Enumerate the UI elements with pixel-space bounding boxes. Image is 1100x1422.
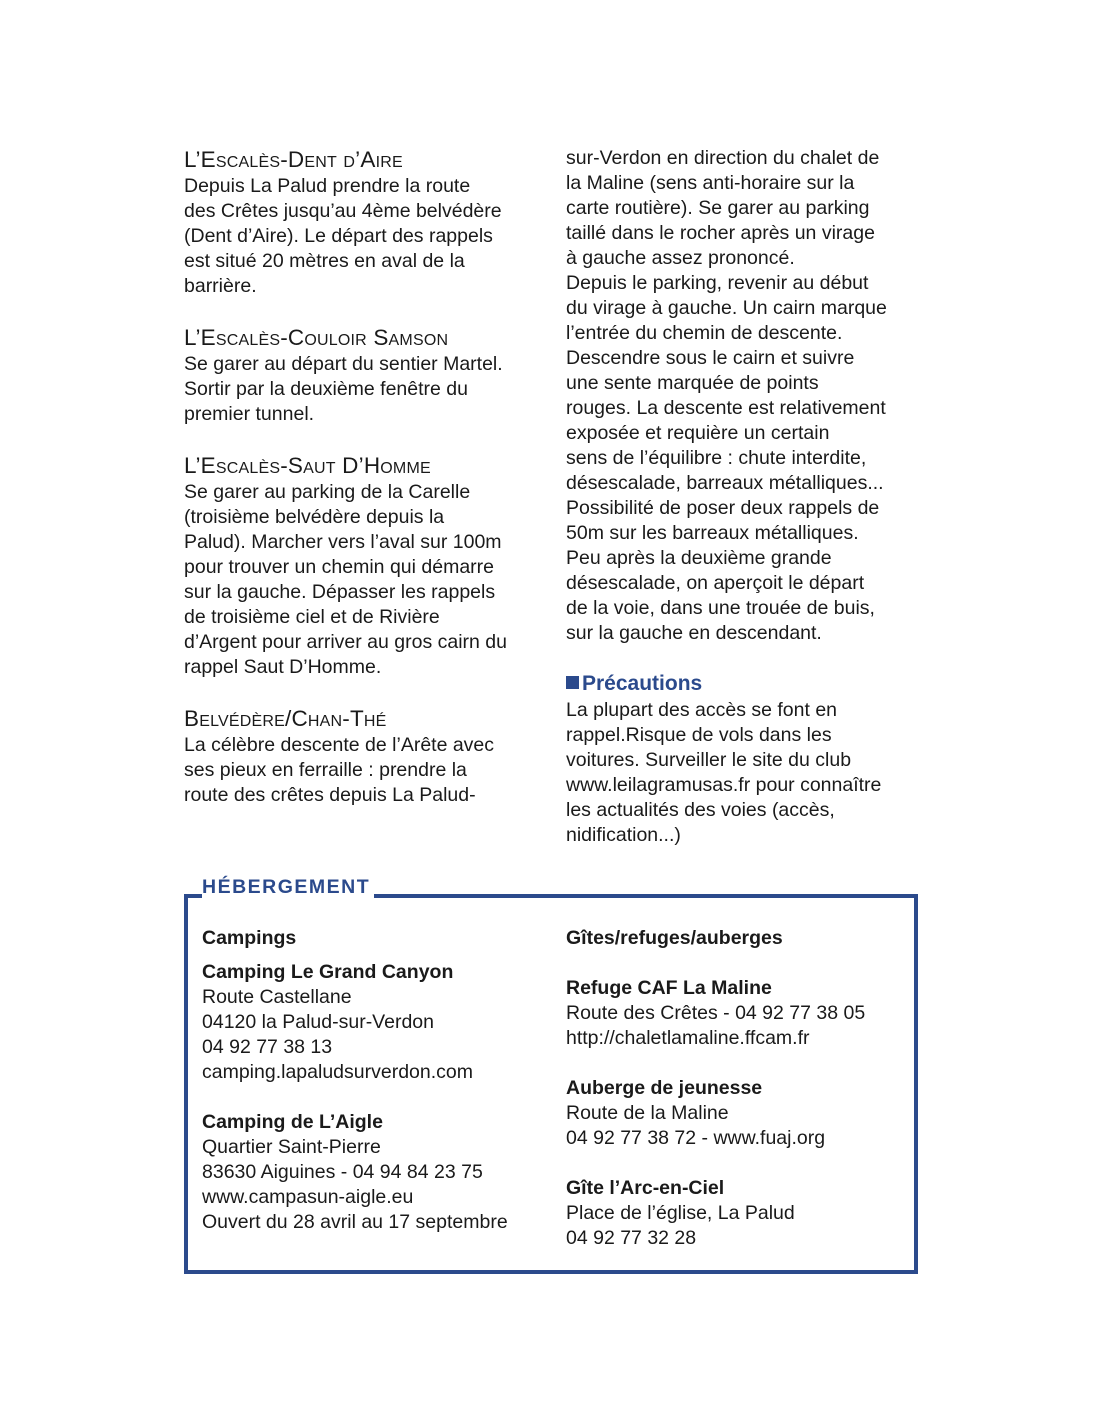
text-line: nidification...) <box>566 824 681 846</box>
section-body <box>184 733 534 808</box>
text-line: carte routière). Se garer au parking <box>566 197 870 219</box>
precautions-heading <box>566 670 916 698</box>
text-line: La célèbre descente de l’Arête avec <box>184 734 495 756</box>
text-line: à gauche assez prononcé. <box>566 247 795 269</box>
text-line: les actualités des voies (accès, <box>566 799 835 821</box>
section-body <box>184 352 534 427</box>
text-line: 83630 Aiguines - 04 94 84 23 75 <box>202 1161 483 1183</box>
text-line: La plupart des accès se font en <box>566 699 838 721</box>
text-line: premier tunnel. <box>184 403 315 425</box>
text-line: Sortir par la deuxième fenêtre du <box>184 378 468 400</box>
text-line: Route de la Maline <box>566 1102 729 1124</box>
gite-name: Gîte l’Arc-en-Ciel <box>566 1177 725 1199</box>
camping-name: Camping de L’Aigle <box>202 1111 383 1133</box>
text-line: une sente marquée de points <box>566 372 819 394</box>
text-line: est situé 20 mètres en aval de la <box>184 250 465 272</box>
left-column <box>184 146 534 833</box>
text-line: Peu après la deuxième grande <box>566 547 832 569</box>
website-text: www.campasun-aigle.eu <box>202 1186 414 1208</box>
text-line: Quartier Saint-Pierre <box>202 1136 381 1158</box>
text-line: Place de l’église, La Palud <box>566 1202 795 1224</box>
text-line: 04120 la Palud-sur-Verdon <box>202 1011 434 1033</box>
text-line: rouges. La descente est relativement <box>566 397 886 419</box>
section-title: L’Escalès-Couloir Samson <box>184 325 449 350</box>
text-line: 04 92 77 38 72 - www.fuaj.org <box>566 1127 826 1149</box>
text-line: exposée et requière un certain <box>566 422 830 444</box>
text-line: Descendre sous le cairn et suivre <box>566 347 855 369</box>
text-line: du virage à gauche. Un cairn marque <box>566 297 887 319</box>
text-line: désescalade, barreaux métalliques... <box>566 472 884 494</box>
square-bullet-icon <box>566 676 579 689</box>
section-dent-aire <box>184 146 534 299</box>
precautions-title: Précautions <box>582 672 703 695</box>
text-line: (troisième belvédère depuis la <box>184 506 445 528</box>
text-line: sens de l’équilibre : chute interdite, <box>566 447 867 469</box>
text-line: rappel Saut D’Homme. <box>184 656 382 678</box>
text-line: de la voie, dans une trouée de buis, <box>566 597 875 619</box>
text-line: taillé dans le rocher après un virage <box>566 222 875 244</box>
text-line: la Maline (sens anti-horaire sur la <box>566 172 855 194</box>
gite-name: Auberge de jeunesse <box>566 1077 763 1099</box>
camping-name: Camping Le Grand Canyon <box>202 961 454 983</box>
text-line: (Dent d’Aire). Le départ des rappels <box>184 225 493 247</box>
text-line: Depuis le parking, revenir au début <box>566 272 869 294</box>
text-line: d’Argent pour arriver au gros cairn du <box>184 631 507 653</box>
campings-column <box>202 926 552 1235</box>
text-line: route des crêtes depuis La Palud- <box>184 784 476 806</box>
text-line: Route des Crêtes - 04 92 77 38 05 <box>566 1002 866 1024</box>
right-column <box>566 146 916 848</box>
text-line: Se garer au parking de la Carelle <box>184 481 471 503</box>
text-line: rappel.Risque de vols dans les <box>566 724 832 746</box>
text-line: voitures. Surveiller le site du club <box>566 749 852 771</box>
section-body <box>184 174 534 299</box>
text-line: sur la gauche en descendant. <box>566 622 822 644</box>
phone-number: 04 92 77 38 13 <box>202 1036 333 1058</box>
text-line: Possibilité de poser deux rappels de <box>566 497 880 519</box>
continued-text <box>566 146 916 646</box>
text-line: www.leilagramusas.fr pour connaître <box>566 774 882 796</box>
text-line: sur-Verdon en direction du chalet de <box>566 147 880 169</box>
website-text: camping.lapaludsurverdon.com <box>202 1061 473 1083</box>
text-line: Ouvert du 28 avril au 17 septembre <box>202 1211 508 1233</box>
text-line: barrière. <box>184 275 257 297</box>
gites-column <box>566 926 911 1251</box>
section-title: L’Escalès-Dent d’Aire <box>184 147 403 172</box>
text-line: Depuis La Palud prendre la route <box>184 175 471 197</box>
section-title: Belvédère/Chan-Thé <box>184 706 387 731</box>
gites-label: Gîtes/refuges/auberges <box>566 927 783 949</box>
text-line: Route Castellane <box>202 986 352 1008</box>
campings-label: Campings <box>202 927 297 949</box>
text-line: 50m sur les barreaux métalliques. <box>566 522 859 544</box>
text-line: l’entrée du chemin de descente. <box>566 322 843 344</box>
section-body <box>184 480 534 680</box>
website-text: http://chaletlamaline.ffcam.fr <box>566 1027 810 1049</box>
phone-number: 04 92 77 32 28 <box>566 1227 697 1249</box>
text-line: ses pieux en ferraille : prendre la <box>184 759 467 781</box>
precautions-body <box>566 698 916 848</box>
section-couloir-samson <box>184 324 534 427</box>
text-line: sur la gauche. Dépasser les rappels <box>184 581 496 603</box>
section-saut-homme <box>184 452 534 680</box>
text-line: des Crêtes jusqu’au 4ème belvédère <box>184 200 502 222</box>
text-line: Se garer au départ du sentier Martel. <box>184 353 503 375</box>
gite-name: Refuge CAF La Maline <box>566 977 772 999</box>
section-title: L’Escalès-Saut D’Homme <box>184 453 431 478</box>
text-line: Palud). Marcher vers l’aval sur 100m <box>184 531 502 553</box>
text-line: désescalade, on aperçoit le départ <box>566 572 865 594</box>
section-chan-the <box>184 705 534 808</box>
hebergement-title: HÉBERGEMENT <box>202 876 374 898</box>
text-line: de troisième ciel et de Rivière <box>184 606 440 628</box>
text-line: pour trouver un chemin qui démarre <box>184 556 494 578</box>
